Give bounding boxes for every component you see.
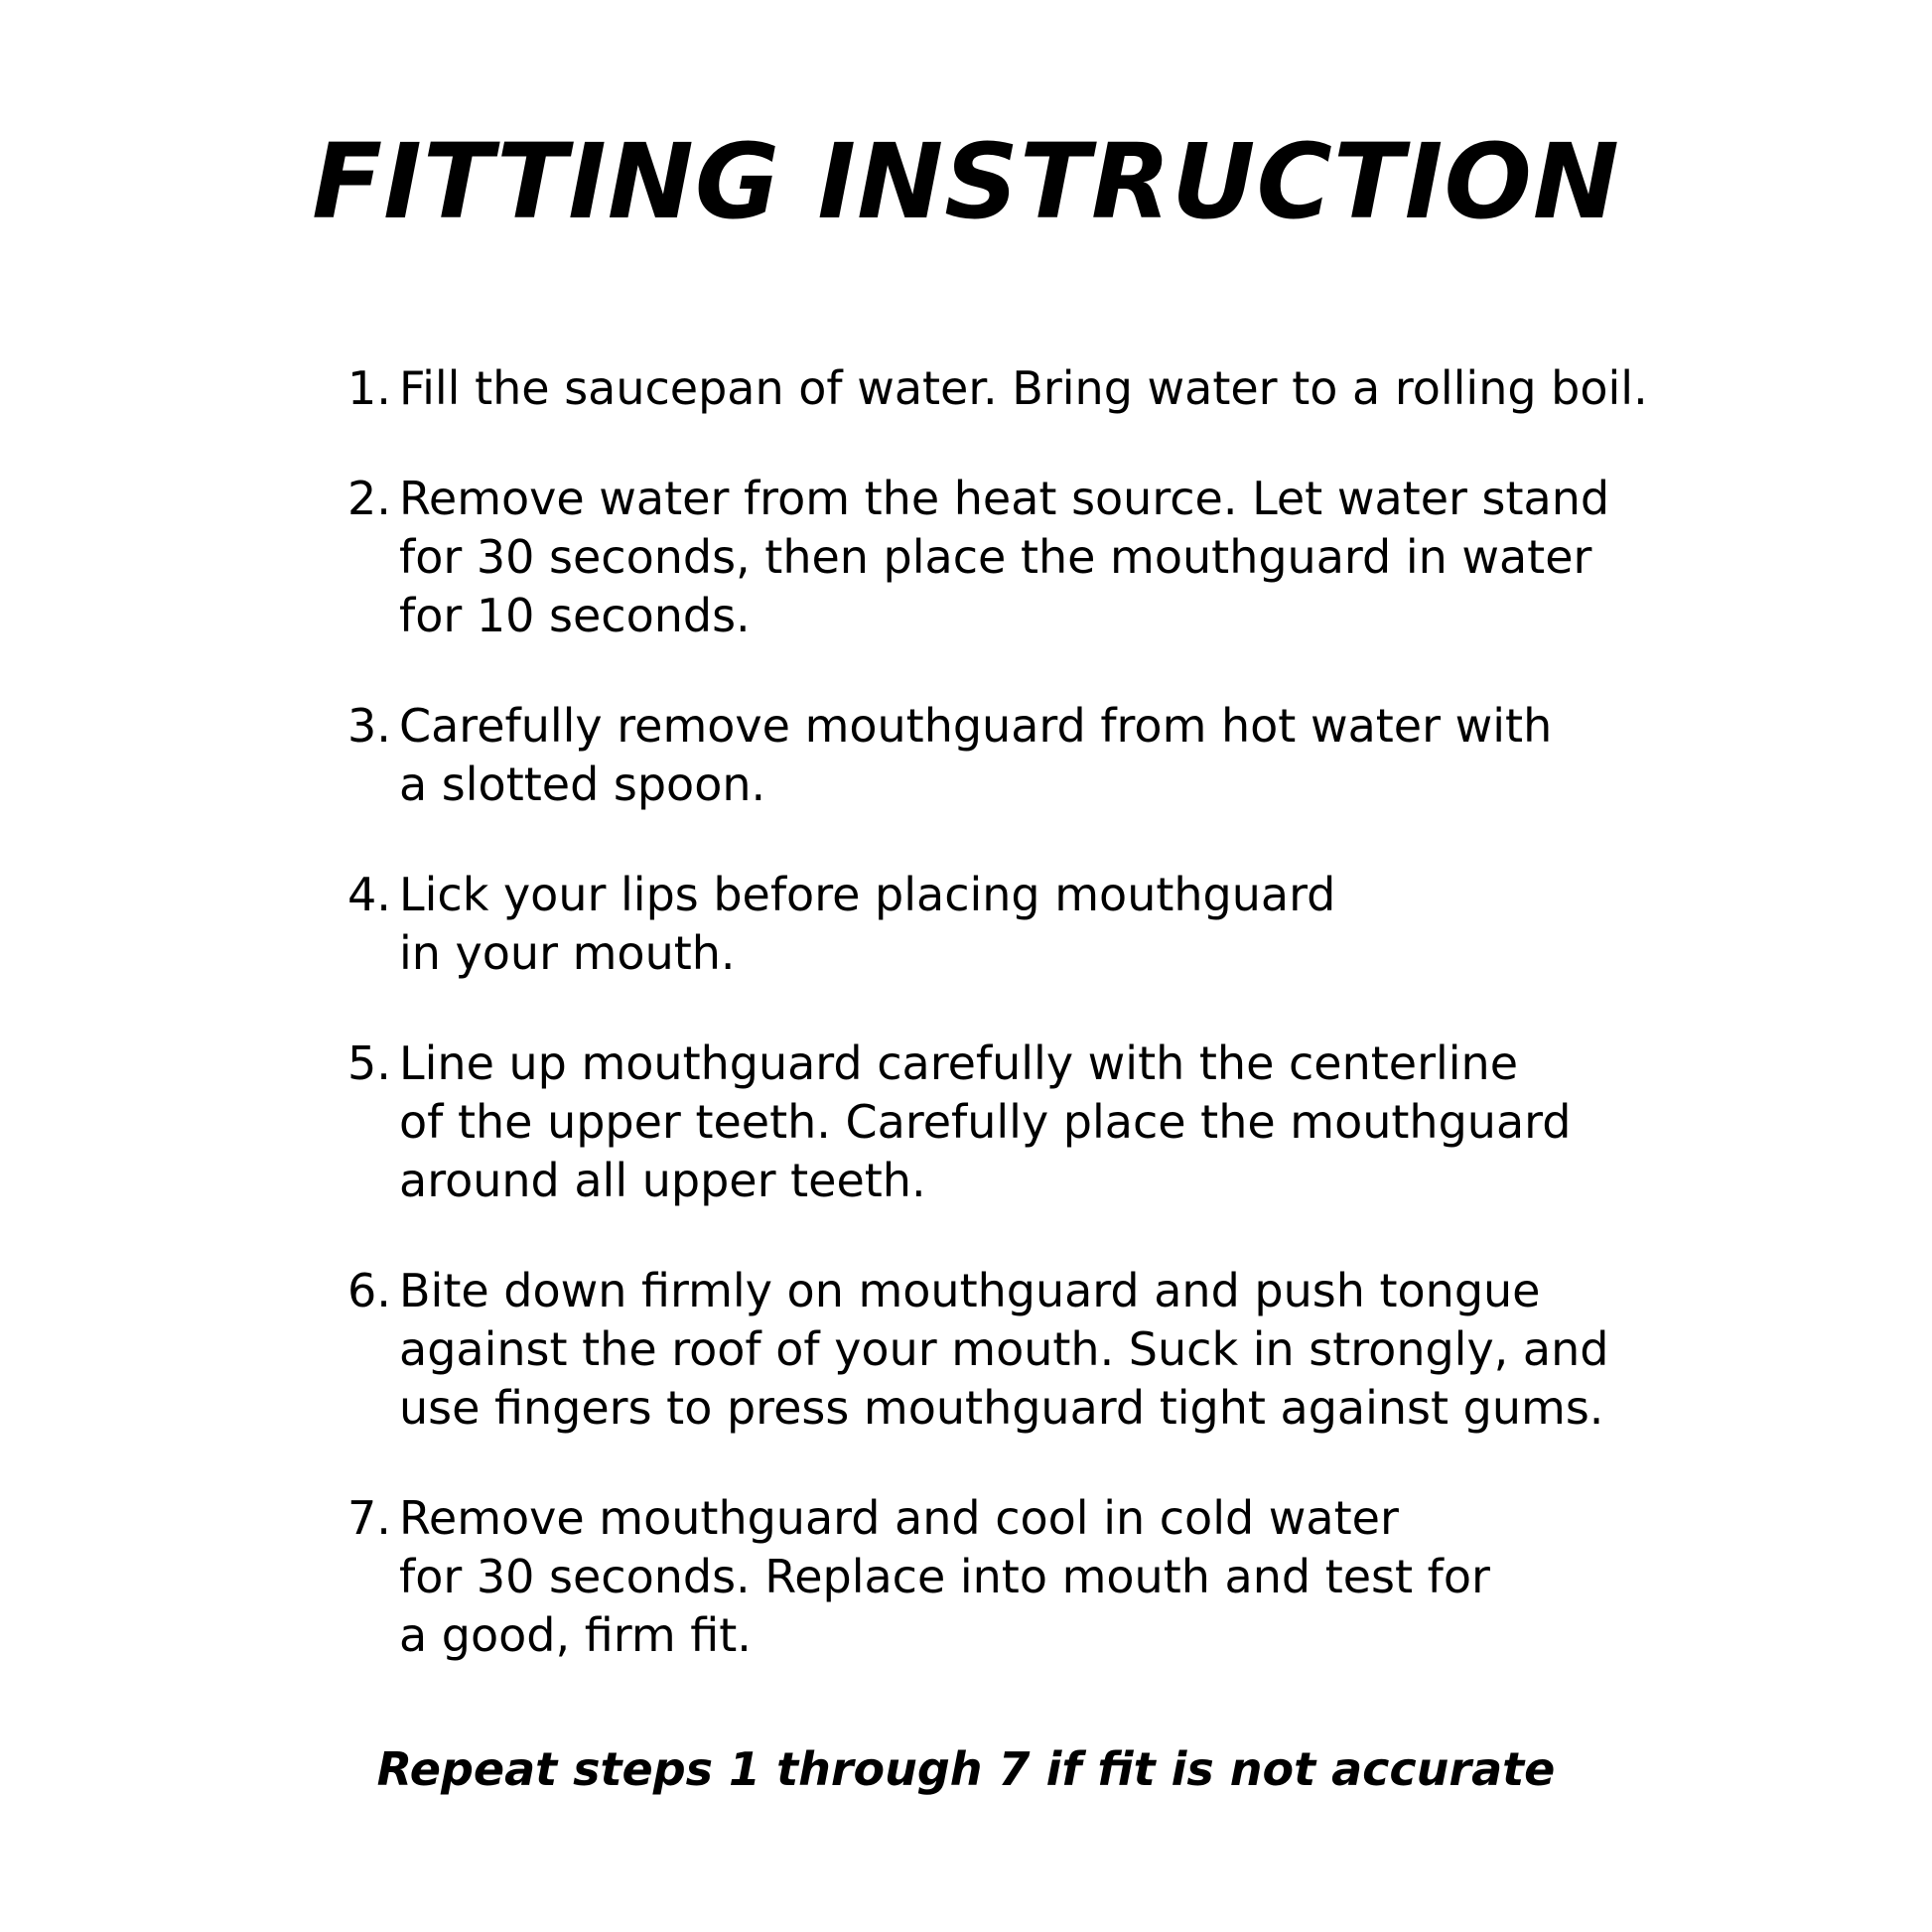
step-item xyxy=(347,697,1638,814)
step-line: Lick your lips before placing mouthguard xyxy=(399,868,1336,921)
step-line: a good, firm fit. xyxy=(399,1608,752,1662)
steps-list xyxy=(347,359,1648,1717)
step-line: Bite down firmly on mouthguard and push tongue xyxy=(399,1264,1541,1317)
step-item xyxy=(347,1262,1638,1438)
step-item xyxy=(347,1489,1638,1665)
step-text xyxy=(399,1262,1638,1438)
step-line: for 30 seconds. Replace into mouth and test for xyxy=(399,1550,1490,1603)
step-text xyxy=(399,1489,1638,1665)
step-number: 4. xyxy=(347,868,391,921)
step-line: Line up mouthguard carefully with the centerline xyxy=(399,1036,1518,1090)
step-text xyxy=(399,697,1638,814)
step-item xyxy=(347,470,1638,645)
step-line: against the roof of your mouth. Suck in strongly, and xyxy=(399,1322,1609,1376)
step-line: around all upper teeth. xyxy=(399,1154,926,1207)
step-line: Carefully remove mouthguard from hot water with xyxy=(399,699,1553,753)
step-line: of the upper teeth. Carefully place the mouthguard xyxy=(399,1095,1572,1149)
step-number: 1. xyxy=(347,361,391,415)
step-item xyxy=(347,359,1648,418)
step-number: 2. xyxy=(347,472,391,525)
step-line: use fingers to press mouthguard tight against gums. xyxy=(399,1381,1604,1435)
step-number: 3. xyxy=(347,699,391,753)
step-item xyxy=(347,866,1638,983)
step-line: for 30 seconds, then place the mouthguard in water xyxy=(399,530,1592,584)
repeat-note: Repeat steps 1 through 7 if fit is not accurate xyxy=(376,1742,1556,1796)
step-line: Remove mouthguard and cool in cold water xyxy=(399,1491,1399,1545)
step-number: 6. xyxy=(347,1264,391,1317)
step-number: 7. xyxy=(347,1491,391,1545)
step-text xyxy=(399,866,1638,983)
step-line: Remove water from the heat source. Let water stand xyxy=(399,472,1610,525)
step-text xyxy=(399,1035,1638,1210)
step-number: 5. xyxy=(347,1036,391,1090)
step-text xyxy=(399,359,1648,418)
step-item xyxy=(347,1035,1638,1210)
step-line: a slotted spoon. xyxy=(399,758,766,811)
step-text xyxy=(399,470,1638,645)
step-line: Fill the saucepan of water. Bring water to a rolling boil. xyxy=(399,361,1648,415)
step-line: in your mouth. xyxy=(399,926,736,980)
step-line: for 10 seconds. xyxy=(399,589,751,642)
page-title: FITTING INSTRUCTION xyxy=(312,121,1620,242)
